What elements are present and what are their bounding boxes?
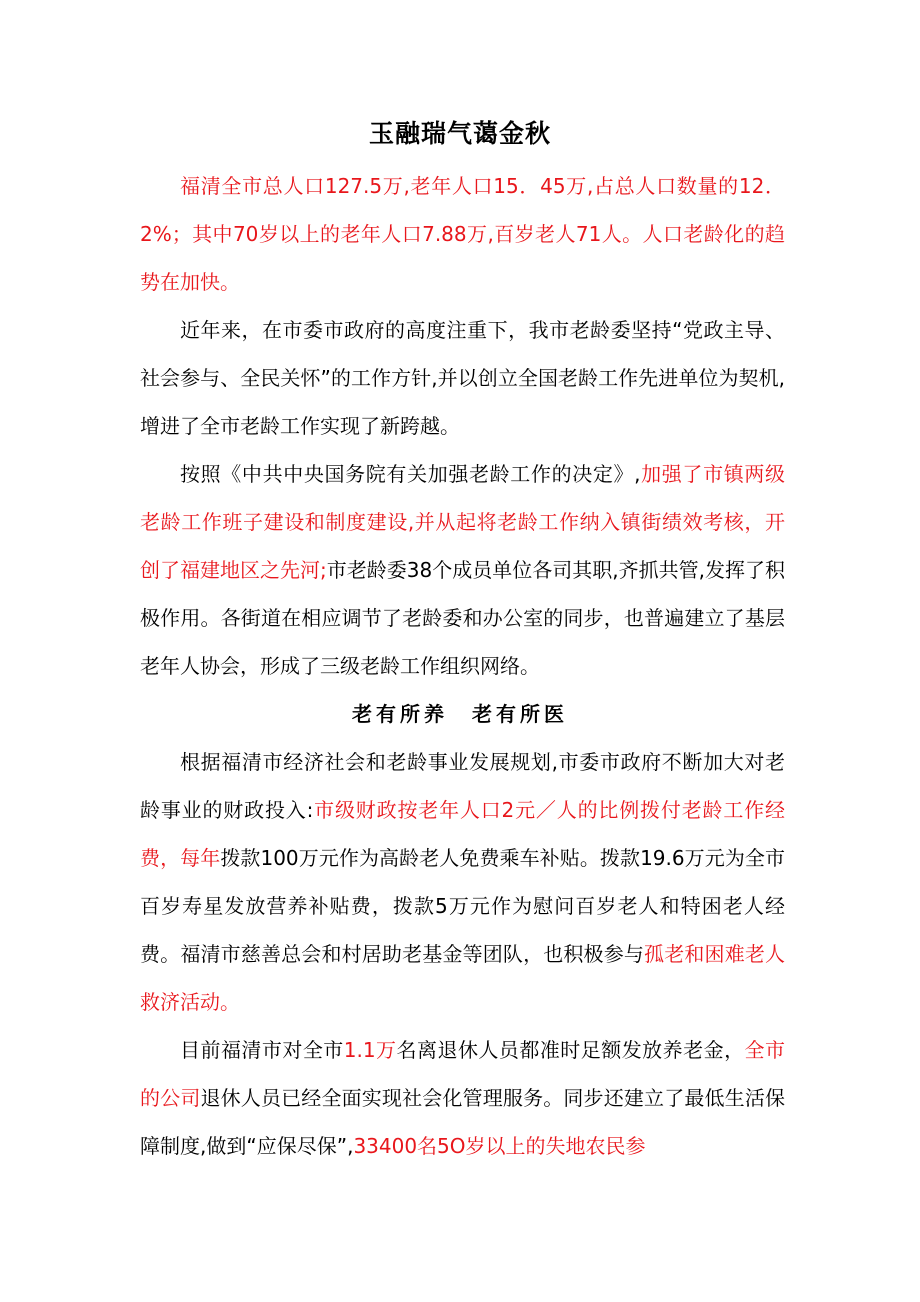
paragraph-pension [140, 1026, 785, 1170]
body-text: 目前福清市对全市 [180, 1038, 344, 1062]
body-text: 名离退休人员都准时足额发放养老金， [396, 1038, 745, 1062]
body-text: 退休人员已经全面实现社会化管理服务。同步还建立了最低生活保障制度,做到“应保尽保”, [140, 1086, 785, 1158]
body-text: 近年来，在市委市政府的高度注重下，我市老龄委坚持“党政主导、社会参与、全民关怀”的工作方针,并以创立全国老龄工作先进单位为契机,增进了全市老龄工作实现了新跨越。 [140, 318, 785, 438]
body-text: 根据福清市经济社会和老龄事业发展规划,市委市政府不断加大对老龄事业的财政投入: [140, 750, 785, 822]
highlight-text: 福清全市总人口127.5万,老年人口15．45万,占总人口数量的12．2%；其中70岁以上的老年人口7.88万,百岁老人71人。人口老龄化的趋势在加快。 [140, 174, 785, 294]
highlight-text: 1.1万 [343, 1038, 397, 1062]
highlight-text: 全市的公司 [140, 1038, 785, 1110]
section-heading: 老有所养 老有所医 [352, 702, 568, 726]
body-text: 拨款100万元作为高龄老人免费乘车补贴。拨款19.6万元为全市百岁寿星发放营养补贴费，拨款5万元作为慰问百岁老人和特困老人经费。福清市慈善总会和村居助老基金等团队，也积极参与 [140, 846, 785, 966]
paragraph-finance [140, 738, 785, 1026]
paragraph-organization [140, 450, 785, 690]
paragraph-population [140, 162, 785, 306]
body-text: 市老龄委38个成员单位各司其职,齐抓共管,发挥了积极作用。各街道在相应调节了老龄委和办公室的同步，也普遍建立了基层老年人协会，形成了三级老龄工作组织网络。 [140, 558, 785, 678]
highlight-text: 33400名5O岁以上的失地农民参 [353, 1134, 646, 1158]
document-title: 玉融瑞气蔼金秋 [368, 119, 551, 148]
body-text: 按照《中共中央国务院有关加强老龄工作的决定》, [180, 462, 641, 486]
paragraph-policy [140, 306, 785, 450]
highlight-text: 加强了市镇两级老龄工作班子建设和制度建设,并从起将老龄工作纳入镇街绩效考核，开创了福建地区之先河; [140, 462, 785, 582]
highlight-text: 市级财政按老年人口2元／人的比例拨付老龄工作经费，每年 [140, 798, 785, 870]
highlight-text: 孤老和困难老人救济活动。 [140, 942, 786, 1014]
